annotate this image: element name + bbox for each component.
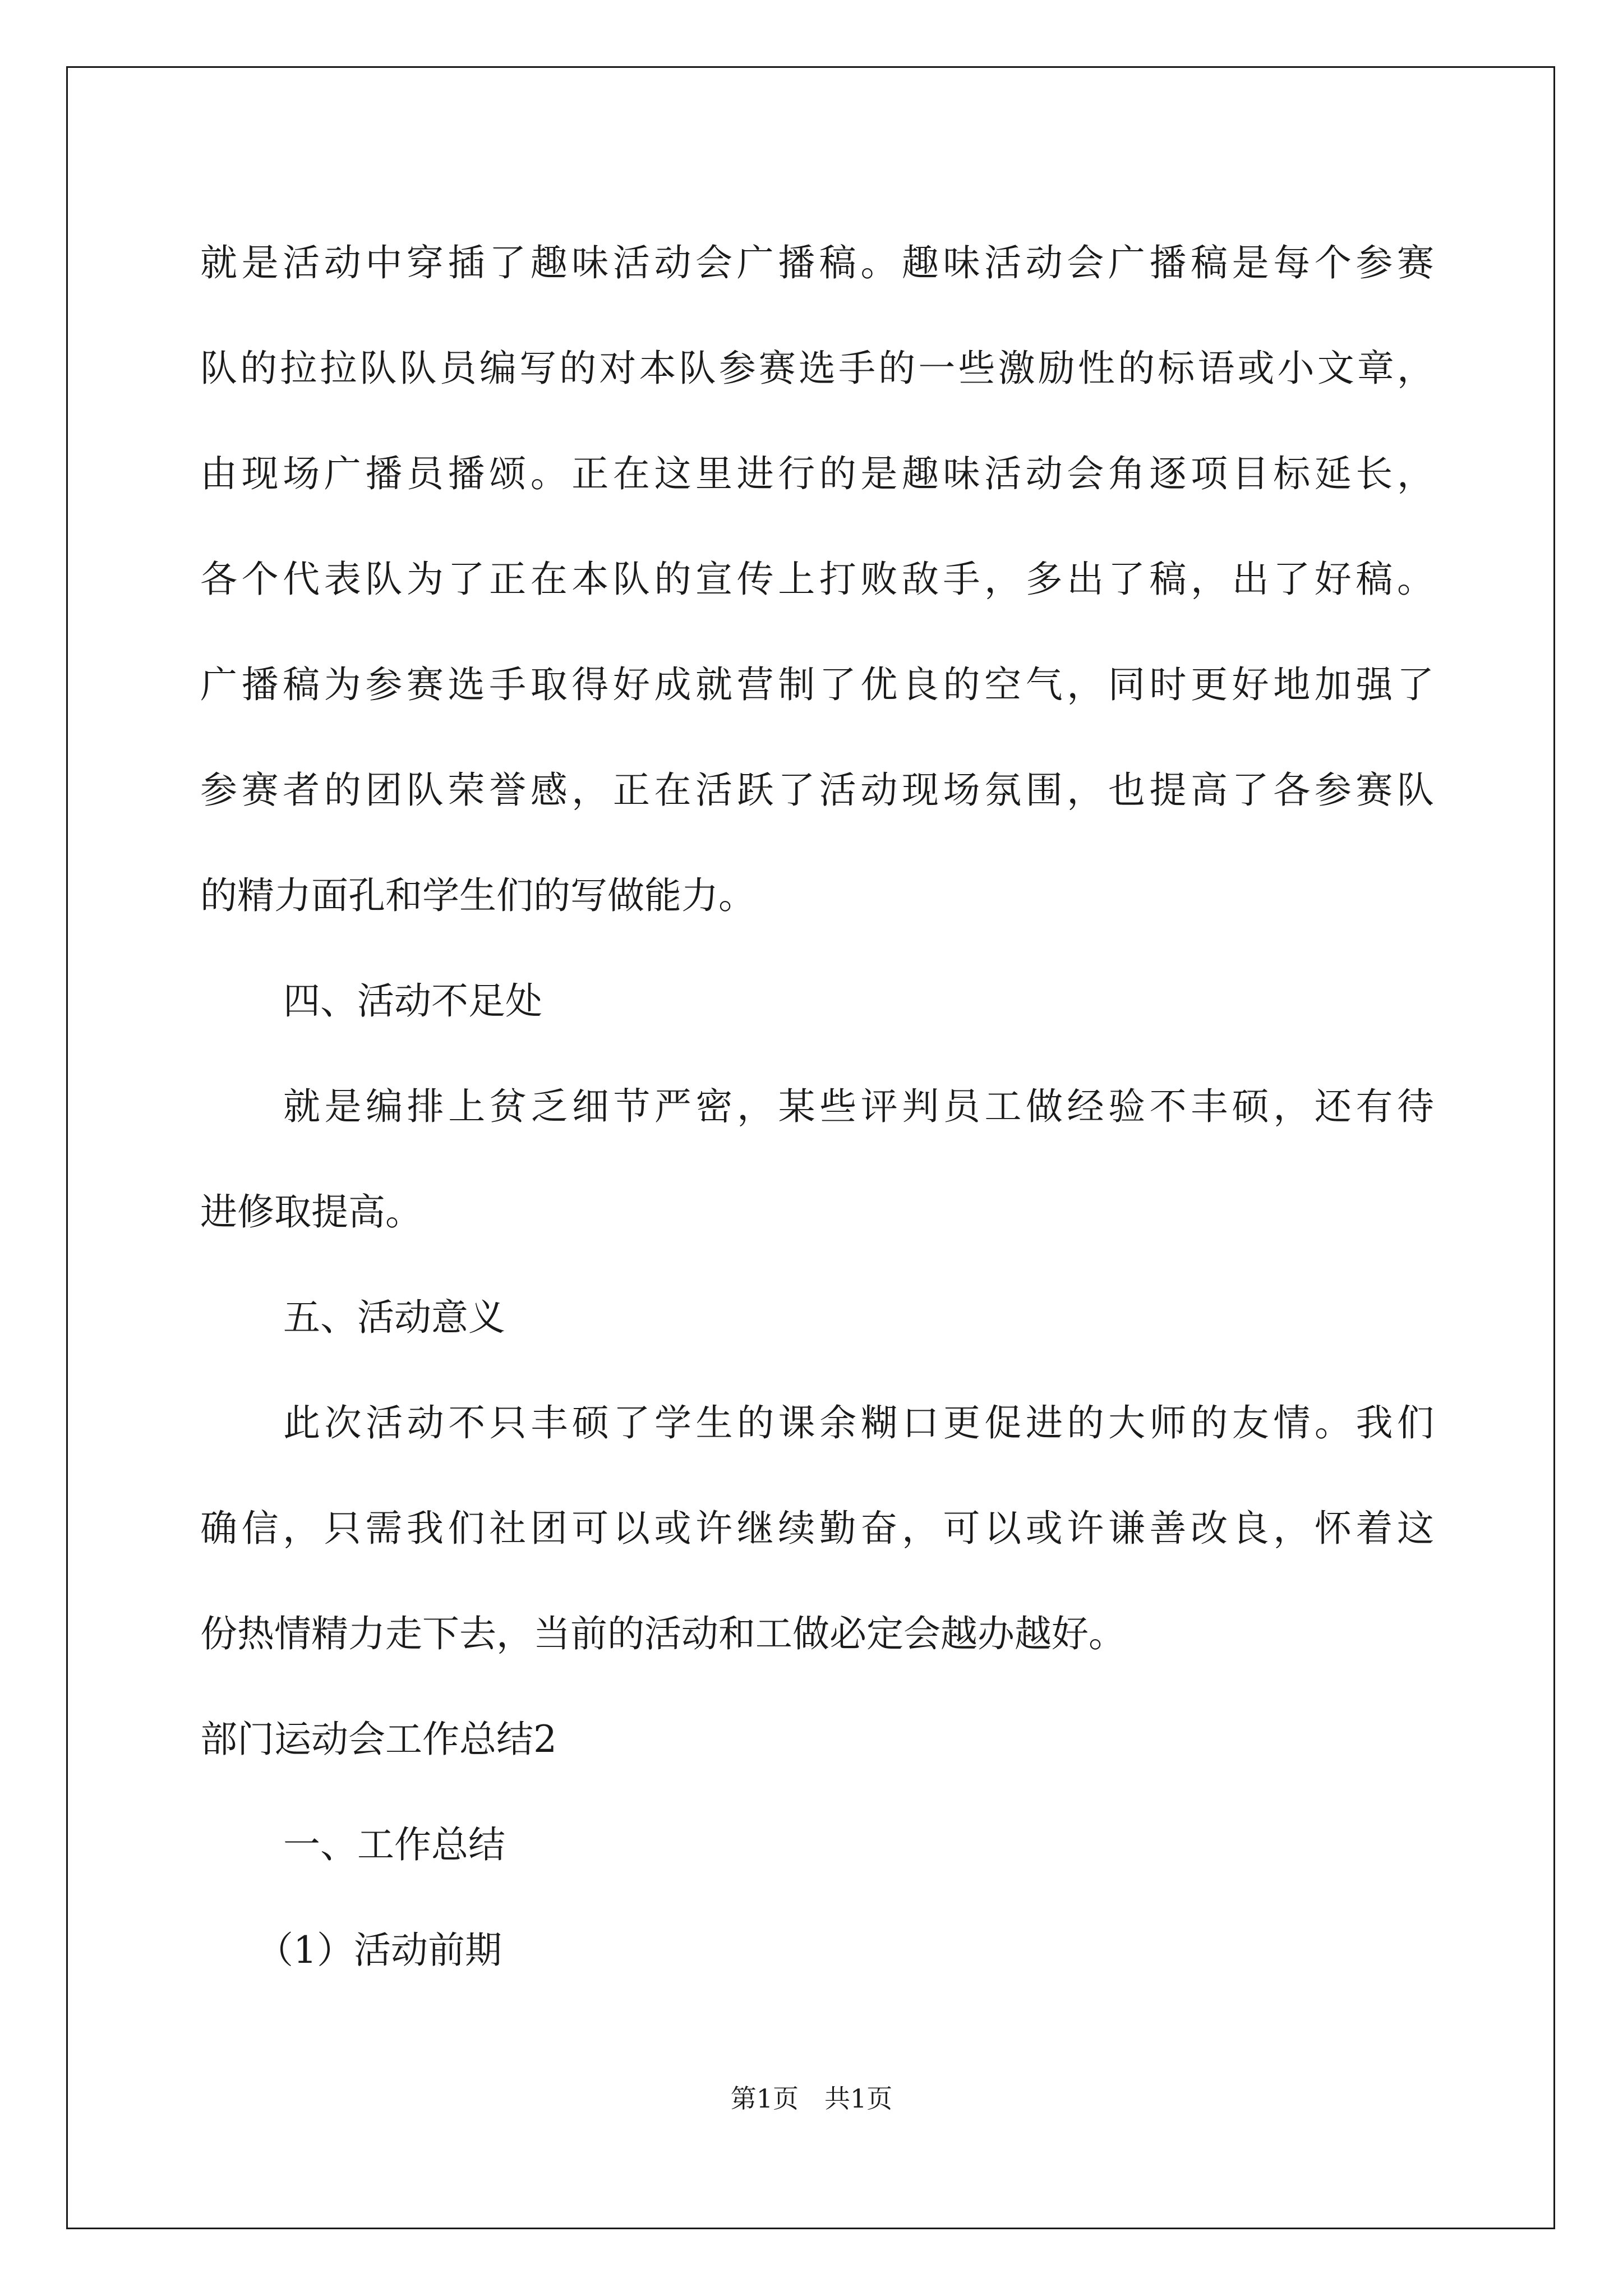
paragraph-line: 此次活动不只丰硕了学生的课余糊口更促进的大师的友情。我们 <box>283 1401 1434 1444</box>
paragraph-line: 广播稿为参赛选手取得好成就营制了优良的空气，同时更好地加强了 <box>200 663 1434 706</box>
page-footer: 第1页 共1页 <box>730 2083 893 2114</box>
paragraph-line: 就是活动中穿插了趣味活动会广播稿。趣味活动会广播稿是每个参赛 <box>200 241 1434 284</box>
paragraph-line: 队的拉拉队队员编写的对本队参赛选手的一些激励性的标语或小文章， <box>200 347 1434 390</box>
paragraph-line: 份热情精力走下去，当前的活动和工做必定会越办越好。 <box>200 1612 1126 1655</box>
section-heading: 五、活动意义 <box>283 1296 505 1339</box>
document-title: 部门运动会工作总结2 <box>200 1718 557 1761</box>
paragraph-line: 进修取提高。 <box>200 1190 422 1234</box>
paragraph-line: 各个代表队为了正在本队的宣传上打败敌手，多出了稿，出了好稿。 <box>200 558 1434 601</box>
subsection-heading: （1）活动前期 <box>256 1929 502 1972</box>
paragraph-line: 确信，只需我们社团可以或许继续勤奋，可以或许谦善改良，怀着这 <box>200 1507 1434 1550</box>
section-heading: 一、工作总结 <box>283 1823 505 1866</box>
paragraph-line: 参赛者的团队荣誉感，正在活跃了活动现场氛围，也提高了各参赛队 <box>200 769 1434 812</box>
section-heading: 四、活动不足处 <box>283 979 542 1023</box>
paragraph-line: 的精力面孔和学生们的写做能力。 <box>200 874 755 917</box>
paragraph-line: 就是编排上贫乏细节严密，某些评判员工做经验不丰硕，还有待 <box>283 1085 1434 1128</box>
paragraph-line: 由现场广播员播颂。正在这里进行的是趣味活动会角逐项目标延长， <box>200 452 1434 495</box>
document-body <box>200 210 1434 2003</box>
